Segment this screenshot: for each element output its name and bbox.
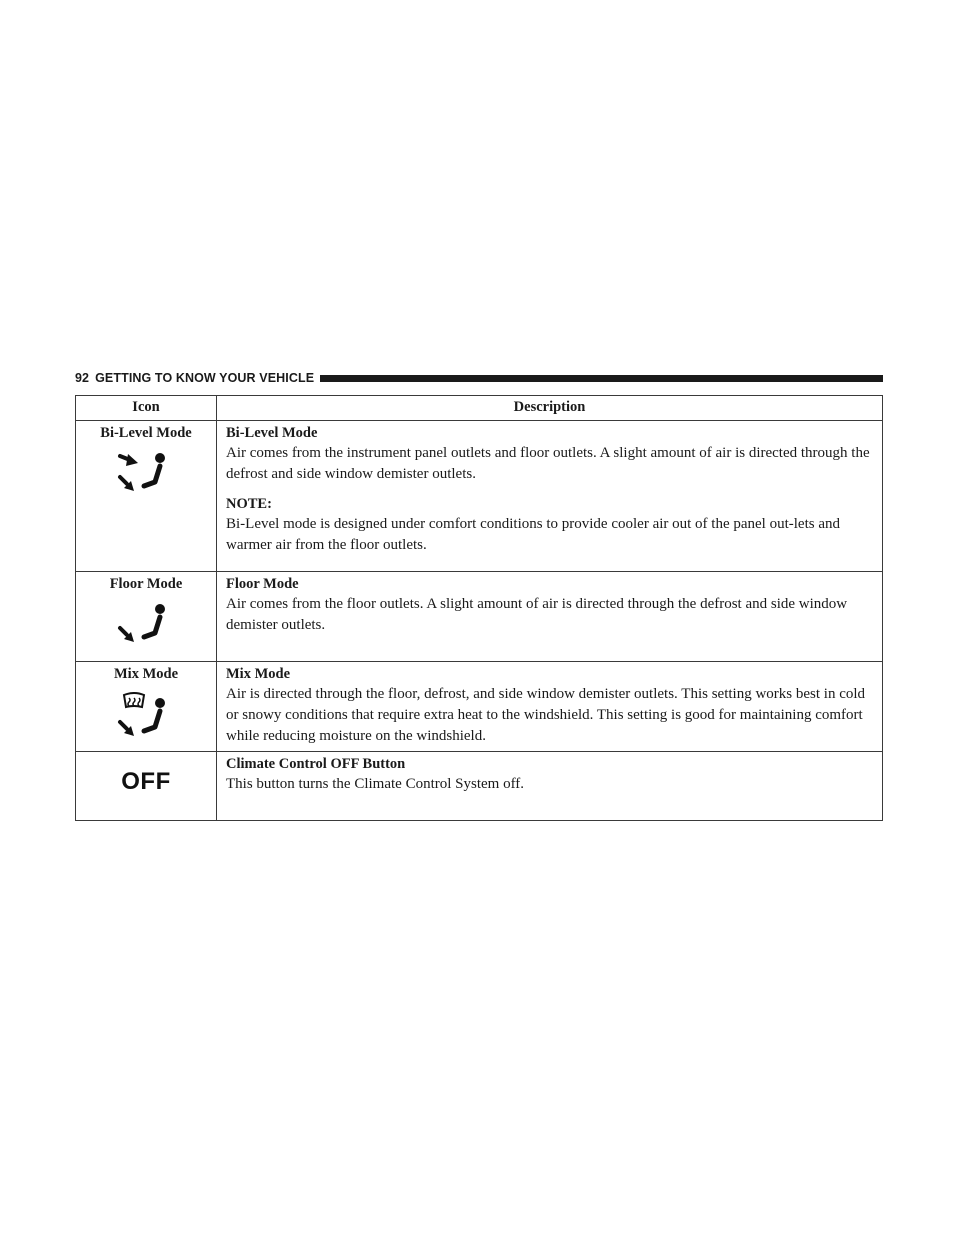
- icon-cell: [76, 421, 217, 572]
- floor-mode-icon: [116, 602, 176, 646]
- page-number: 92: [75, 371, 90, 385]
- table-row: [76, 662, 883, 752]
- bi-level-mode-icon: [116, 451, 176, 495]
- mode-table: [75, 395, 883, 821]
- header-rule: [320, 375, 883, 382]
- icon-cell: [76, 572, 217, 662]
- description-text: Air is directed through the floor, defrost, and side window demister outlets. This setting works best in cold or snowy conditions that require extra heat to the windshield. This setting is good for maintaining comfort while reducing moisture on the windshield.: [226, 686, 866, 744]
- description-title: Floor Mode: [226, 576, 299, 592]
- icon-cell: [76, 752, 217, 821]
- description-cell: [217, 752, 883, 821]
- column-header-description: Description: [217, 396, 883, 421]
- column-header-icon: Icon: [76, 396, 217, 421]
- description-title: Climate Control OFF Button: [226, 756, 406, 772]
- table-row: [76, 572, 883, 662]
- off-icon: OFF: [121, 768, 171, 795]
- description-title: Bi-Level Mode: [226, 425, 318, 441]
- icon-cell: [76, 662, 217, 752]
- description-text: Air comes from the instrument panel outlets and floor outlets. A slight amount of air is directed through the defrost and side window demister outlets.: [226, 445, 870, 482]
- mix-mode-icon: [116, 692, 176, 740]
- note-text: Bi-Level mode is designed under comfort conditions to provide cooler air out of the panel out-lets and warmer air from the floor outlets.: [226, 516, 841, 553]
- table-header-row: [76, 396, 883, 421]
- icon-label: Mix Mode: [113, 666, 179, 682]
- note-title: NOTE:: [226, 496, 272, 512]
- description-text: Air comes from the floor outlets. A slight amount of air is directed through the defrost and side window demister outlets.: [226, 596, 848, 633]
- description-text: This button turns the Climate Control System off.: [226, 776, 525, 792]
- description-cell: [217, 662, 883, 752]
- section-title: GETTING TO KNOW YOUR VEHICLE: [95, 371, 315, 385]
- table-row: [76, 752, 883, 821]
- description-cell: [217, 572, 883, 662]
- page-header: [75, 370, 883, 386]
- icon-label: Bi-Level Mode: [100, 425, 192, 441]
- icon-label: Floor Mode: [109, 576, 183, 592]
- table-row: [76, 421, 883, 572]
- description-cell: [217, 421, 883, 572]
- description-title: Mix Mode: [226, 666, 291, 682]
